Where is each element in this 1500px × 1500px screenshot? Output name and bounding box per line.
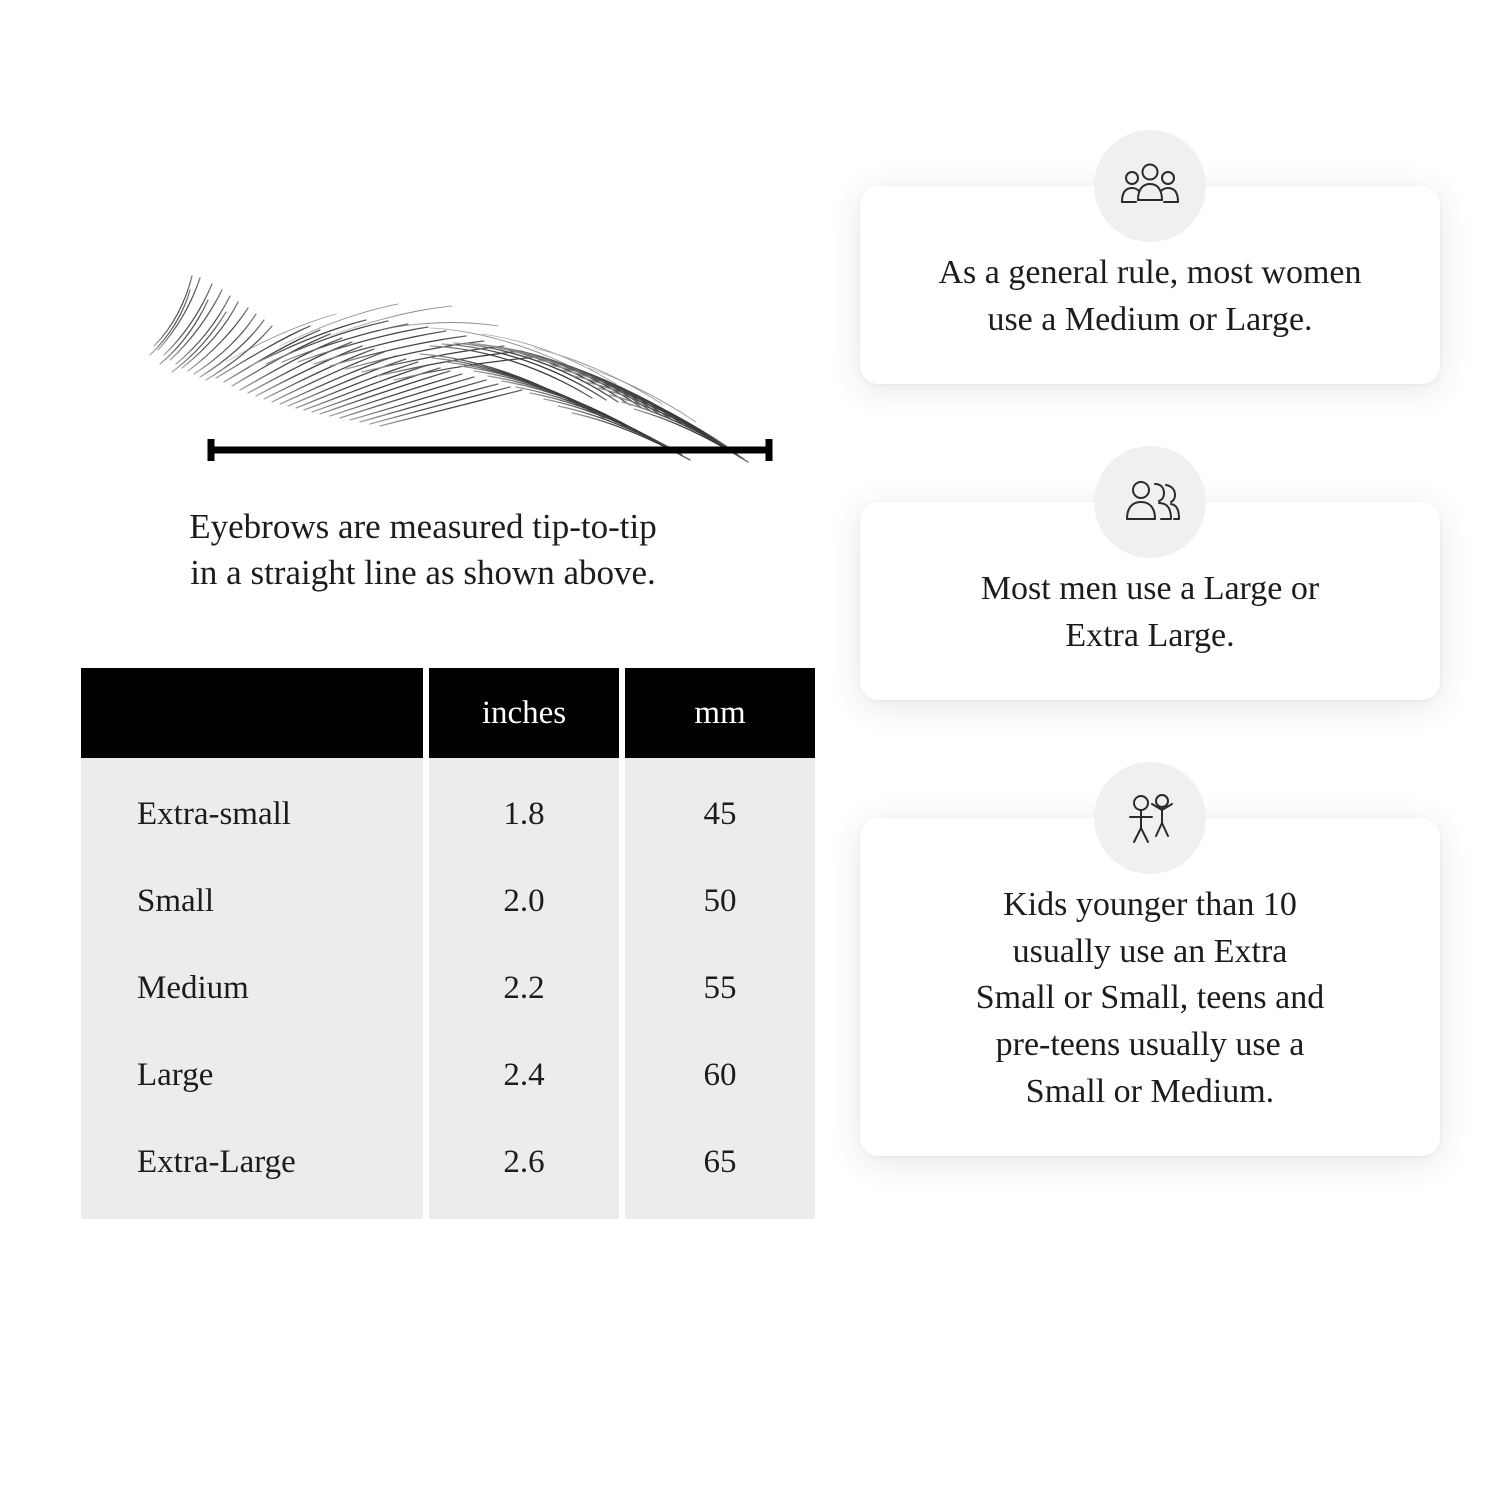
left-column [75,150,795,1219]
women-group-badge [1094,130,1206,242]
note-line-2: use a Medium or Large. [987,300,1313,338]
caption-line-1: Eyebrows are measured tip-to-tip [189,507,657,546]
men-group-icon [1119,475,1181,529]
note-line-1: Most men use a Large or [980,569,1320,607]
caption-line-2: in a straight line as shown above. [190,553,656,593]
note-card-men [860,502,1440,700]
right-column [860,150,1440,1156]
note-line-2: usually use an Extra [1012,932,1288,970]
men-group-badge [1094,446,1206,558]
note-text-women [906,250,1394,344]
size-inches: 1.8 [429,758,619,858]
size-name: Medium [81,945,423,1032]
table-body [81,758,815,1219]
table-header [81,668,815,758]
size-inches: 2.4 [429,1032,619,1119]
table-row [81,1119,815,1219]
size-name: Extra-small [81,758,423,858]
size-inches: 2.2 [429,945,619,1032]
table-row [81,758,815,858]
note-line-2: Extra Large. [1065,616,1235,654]
note-card-women [860,186,1440,384]
column-header-inches: inches [429,668,619,758]
note-line-3: Small or Small, teens and [975,979,1325,1017]
size-mm: 65 [625,1119,815,1219]
size-inches: 2.0 [429,858,619,945]
size-inches: 2.6 [429,1119,619,1219]
measurement-line-icon [205,438,775,462]
eyebrow-figure [130,150,770,480]
size-name: Small [81,858,423,945]
note-line-5: Small or Medium. [1025,1073,1275,1111]
women-group-icon [1119,159,1181,213]
column-header-mm: mm [625,668,815,758]
table-row [81,858,815,945]
size-mm: 50 [625,858,815,945]
kids-badge [1094,762,1206,874]
note-card-kids [860,818,1440,1157]
size-mm: 45 [625,758,815,858]
figure-caption [63,504,783,596]
column-header-name [81,668,423,758]
table-header-row [81,668,815,758]
table-row [81,1032,815,1119]
size-name: Extra-Large [81,1119,423,1219]
size-mm: 55 [625,945,815,1032]
table-row [81,945,815,1032]
size-name: Large [81,1032,423,1119]
eyebrow-illustration-icon [130,150,770,480]
size-mm: 60 [625,1032,815,1119]
note-line-4: pre-teens usually use a [995,1026,1305,1064]
note-text-men [906,566,1394,660]
kids-icon [1121,790,1179,846]
size-chart-table [75,668,821,1219]
note-text-kids [906,882,1394,1117]
note-line-1: Kids younger than 10 [1003,885,1297,923]
note-line-1: As a general rule, most women [938,254,1362,291]
